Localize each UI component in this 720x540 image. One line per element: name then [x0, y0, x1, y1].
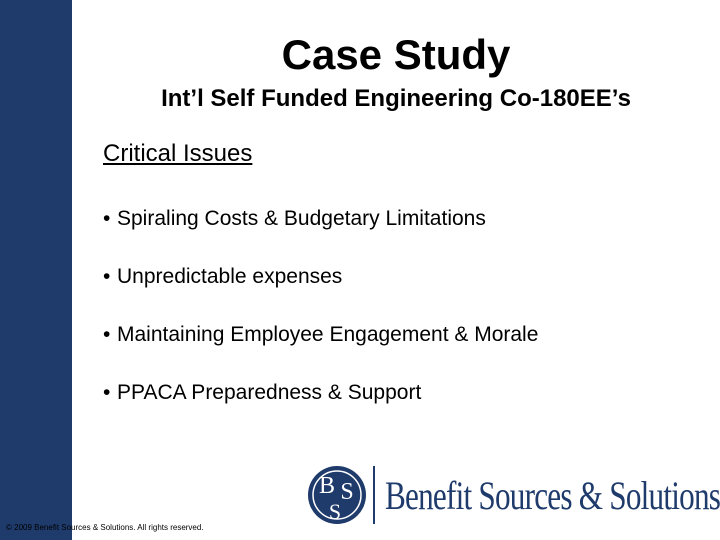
company-logo [305, 462, 720, 528]
bullet-item [103, 321, 703, 379]
bullet-text: Maintaining Employee Engagement & Morale [117, 323, 539, 346]
slide-subtitle: Int’l Self Funded Engineering Co-180EE’s [161, 85, 631, 112]
section-heading: Critical Issues [103, 140, 253, 167]
bullet-item [103, 263, 703, 321]
svg-text:S: S [328, 499, 342, 524]
side-accent-bar [0, 0, 72, 540]
logo-company-name: Benefit Sources & Solutions [385, 473, 720, 518]
copyright-footer: © 2009 Benefit Sources & Solutions. All rights reserved. [6, 523, 204, 532]
bullet-list [103, 205, 703, 437]
bullet-text: PPACA Preparedness & Support [117, 381, 422, 404]
bullet-dot: • [103, 265, 111, 288]
bss-seal-icon [305, 462, 369, 528]
slide-title: Case Study [281, 31, 511, 78]
bullet-item [103, 205, 703, 263]
bullet-text: Unpredictable expenses [117, 265, 343, 288]
bullet-text: Spiraling Costs & Budgetary Limitations [117, 207, 486, 230]
svg-text:S: S [340, 479, 354, 505]
logo-divider [373, 466, 375, 524]
bullet-dot: • [103, 207, 111, 230]
bullet-dot: • [103, 381, 111, 404]
svg-text:B: B [318, 473, 336, 499]
bullet-dot: • [103, 323, 111, 346]
bullet-item [103, 379, 703, 437]
